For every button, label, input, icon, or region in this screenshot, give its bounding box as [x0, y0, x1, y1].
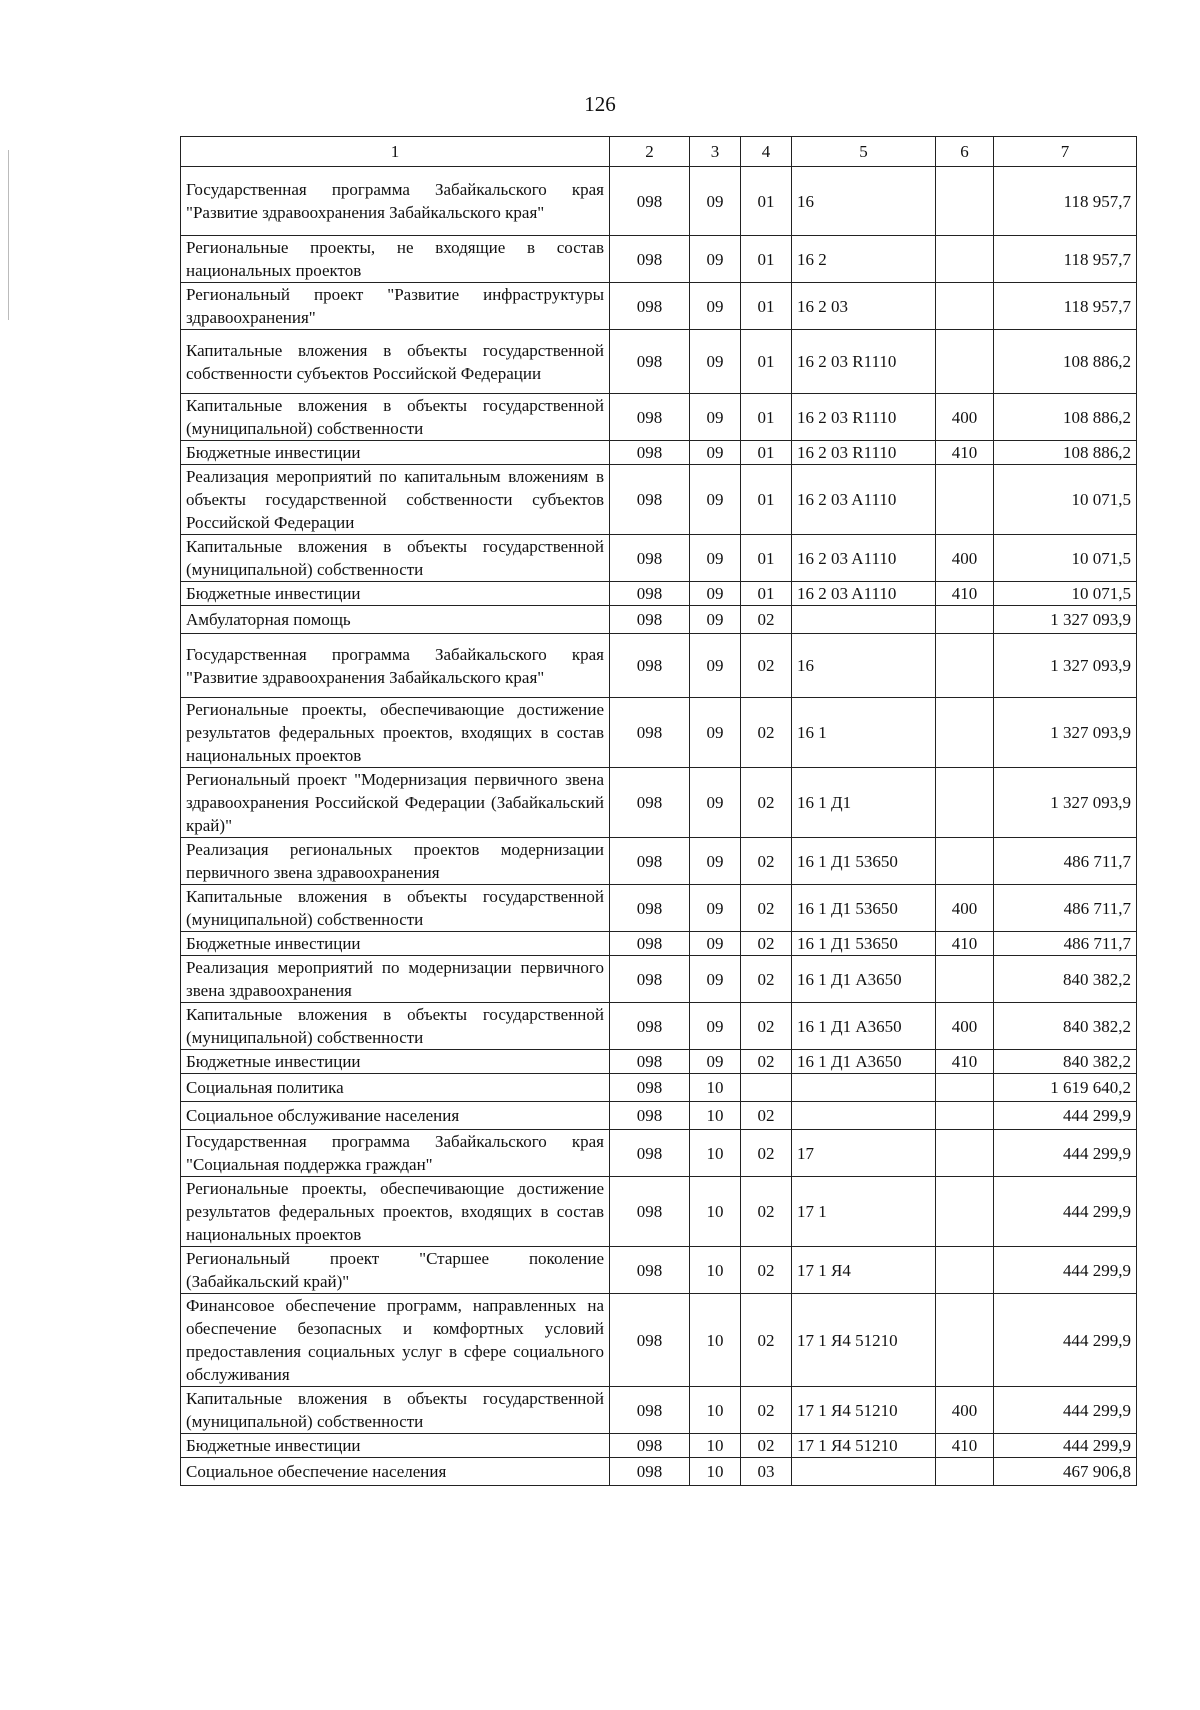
row-amount: 840 382,2: [994, 956, 1137, 1003]
row-name: Государственная программа Забайкальского края "Развитие здравоохранения Забайкальского края": [181, 167, 610, 236]
row-amount: 1 619 640,2: [994, 1074, 1137, 1102]
row-name: Региональный проект "Старшее поколение (Забайкальский край)": [181, 1247, 610, 1294]
header-cell-3: 3: [690, 137, 741, 167]
table-row: [181, 932, 1137, 956]
table-row: [181, 1177, 1137, 1247]
row-expense-type: [936, 1294, 994, 1387]
row-target-code: 17 1 Я4: [792, 1247, 936, 1294]
table-row: [181, 394, 1137, 441]
row-amount: 444 299,9: [994, 1177, 1137, 1247]
row-section: 09: [690, 330, 741, 394]
table-row: [181, 1434, 1137, 1458]
row-expense-type: [936, 606, 994, 634]
row-expense-type: [936, 465, 994, 535]
row-amount: 467 906,8: [994, 1458, 1137, 1486]
row-amount: 108 886,2: [994, 394, 1137, 441]
row-admin-code: 098: [610, 838, 690, 885]
row-section: 10: [690, 1177, 741, 1247]
row-admin-code: 098: [610, 394, 690, 441]
row-expense-type: [936, 698, 994, 768]
row-subsection: 02: [741, 932, 792, 956]
row-target-code: 16 2: [792, 236, 936, 283]
row-expense-type: 400: [936, 394, 994, 441]
row-name: Государственная программа Забайкальского края "Развитие здравоохранения Забайкальского края": [181, 634, 610, 698]
row-name: Капитальные вложения в объекты государственной (муниципальной) собственности: [181, 394, 610, 441]
row-target-code: 16: [792, 167, 936, 236]
row-admin-code: 098: [610, 1247, 690, 1294]
row-name: Амбулаторная помощь: [181, 606, 610, 634]
row-subsection: 02: [741, 1003, 792, 1050]
row-name: Государственная программа Забайкальского края "Социальная поддержка граждан": [181, 1130, 610, 1177]
row-target-code: 16 1: [792, 698, 936, 768]
row-amount: 108 886,2: [994, 441, 1137, 465]
row-name: Бюджетные инвестиции: [181, 1050, 610, 1074]
row-admin-code: 098: [610, 1102, 690, 1130]
row-amount: 444 299,9: [994, 1387, 1137, 1434]
row-section: 10: [690, 1458, 741, 1486]
row-admin-code: 098: [610, 885, 690, 932]
row-name: Региональный проект "Развитие инфраструктуры здравоохранения": [181, 283, 610, 330]
table-row: [181, 885, 1137, 932]
row-section: 09: [690, 441, 741, 465]
row-section: 09: [690, 582, 741, 606]
row-expense-type: [936, 167, 994, 236]
table-row: [181, 582, 1137, 606]
row-section: 09: [690, 394, 741, 441]
row-expense-type: 410: [936, 582, 994, 606]
row-section: 09: [690, 283, 741, 330]
row-admin-code: 098: [610, 1003, 690, 1050]
row-name: Капитальные вложения в объекты государственной (муниципальной) собственности: [181, 885, 610, 932]
row-name: Региональный проект "Модернизация первичного звена здравоохранения Российской Федерации (Забайкальский край)": [181, 768, 610, 838]
row-admin-code: 098: [610, 582, 690, 606]
row-target-code: [792, 1458, 936, 1486]
row-admin-code: 098: [610, 1387, 690, 1434]
table-row: [181, 606, 1137, 634]
row-target-code: 16 1 Д1 53650: [792, 932, 936, 956]
row-expense-type: 400: [936, 535, 994, 582]
row-name: Бюджетные инвестиции: [181, 441, 610, 465]
row-amount: 1 327 093,9: [994, 606, 1137, 634]
row-subsection: 01: [741, 582, 792, 606]
row-amount: 1 327 093,9: [994, 698, 1137, 768]
row-subsection: 01: [741, 236, 792, 283]
row-name: Бюджетные инвестиции: [181, 1434, 610, 1458]
row-amount: 118 957,7: [994, 283, 1137, 330]
row-target-code: 16 2 03 R1110: [792, 330, 936, 394]
row-admin-code: 098: [610, 698, 690, 768]
row-name: Бюджетные инвестиции: [181, 582, 610, 606]
row-subsection: 01: [741, 535, 792, 582]
table-row: [181, 1050, 1137, 1074]
row-name: Бюджетные инвестиции: [181, 932, 610, 956]
row-target-code: 16 1 Д1 A3650: [792, 956, 936, 1003]
row-section: 09: [690, 932, 741, 956]
row-subsection: 02: [741, 1434, 792, 1458]
row-expense-type: [936, 330, 994, 394]
row-section: 09: [690, 1003, 741, 1050]
row-expense-type: [936, 838, 994, 885]
row-amount: 444 299,9: [994, 1294, 1137, 1387]
row-target-code: [792, 606, 936, 634]
row-subsection: 01: [741, 167, 792, 236]
page-number: 126: [584, 92, 616, 116]
table-row: [181, 167, 1137, 236]
row-target-code: 16 1 Д1 A3650: [792, 1003, 936, 1050]
row-admin-code: 098: [610, 956, 690, 1003]
row-target-code: 16: [792, 634, 936, 698]
table-row: [181, 698, 1137, 768]
row-section: 09: [690, 956, 741, 1003]
row-expense-type: [936, 1102, 994, 1130]
row-amount: 444 299,9: [994, 1102, 1137, 1130]
row-admin-code: 098: [610, 535, 690, 582]
row-admin-code: 098: [610, 330, 690, 394]
row-target-code: 17 1: [792, 1177, 936, 1247]
row-name: Региональные проекты, обеспечивающие достижение результатов федеральных проектов, входящих в состав национальных проектов: [181, 698, 610, 768]
table-row: [181, 1387, 1137, 1434]
row-expense-type: 400: [936, 1387, 994, 1434]
scan-margin-line: [8, 150, 9, 320]
table-row: [181, 956, 1137, 1003]
row-subsection: 02: [741, 698, 792, 768]
row-section: 10: [690, 1434, 741, 1458]
row-subsection: 01: [741, 330, 792, 394]
row-section: 09: [690, 698, 741, 768]
table-row: [181, 441, 1137, 465]
row-name: Капитальные вложения в объекты государственной (муниципальной) собственности: [181, 535, 610, 582]
row-expense-type: 410: [936, 932, 994, 956]
row-section: 10: [690, 1102, 741, 1130]
table-row: [181, 465, 1137, 535]
row-target-code: 16 2 03 R1110: [792, 441, 936, 465]
row-section: 09: [690, 465, 741, 535]
row-subsection: [741, 1074, 792, 1102]
row-target-code: 16 1 Д1 A3650: [792, 1050, 936, 1074]
row-amount: 444 299,9: [994, 1434, 1137, 1458]
table-row: [181, 634, 1137, 698]
row-section: 09: [690, 885, 741, 932]
row-subsection: 02: [741, 838, 792, 885]
row-admin-code: 098: [610, 768, 690, 838]
row-target-code: 16 2 03: [792, 283, 936, 330]
row-amount: 10 071,5: [994, 582, 1137, 606]
row-target-code: 16 2 03 A1110: [792, 465, 936, 535]
row-subsection: 02: [741, 1294, 792, 1387]
header-cell-1: 1: [181, 137, 610, 167]
row-subsection: 02: [741, 634, 792, 698]
row-subsection: 01: [741, 283, 792, 330]
header-cell-5: 5: [792, 137, 936, 167]
row-subsection: 02: [741, 606, 792, 634]
row-section: 10: [690, 1294, 741, 1387]
row-target-code: 16 1 Д1 53650: [792, 885, 936, 932]
row-expense-type: 410: [936, 441, 994, 465]
row-target-code: 16 1 Д1: [792, 768, 936, 838]
row-expense-type: [936, 634, 994, 698]
row-expense-type: 410: [936, 1434, 994, 1458]
row-name: Капитальные вложения в объекты государственной (муниципальной) собственности: [181, 1387, 610, 1434]
row-subsection: 02: [741, 1387, 792, 1434]
row-target-code: 17 1 Я4 51210: [792, 1434, 936, 1458]
row-target-code: 17: [792, 1130, 936, 1177]
row-expense-type: [936, 1130, 994, 1177]
row-admin-code: 098: [610, 1458, 690, 1486]
row-target-code: [792, 1102, 936, 1130]
row-amount: 444 299,9: [994, 1130, 1137, 1177]
row-admin-code: 098: [610, 465, 690, 535]
row-subsection: 02: [741, 956, 792, 1003]
row-section: 09: [690, 535, 741, 582]
row-admin-code: 098: [610, 1434, 690, 1458]
row-amount: 108 886,2: [994, 330, 1137, 394]
row-name: Социальная политика: [181, 1074, 610, 1102]
row-subsection: 02: [741, 885, 792, 932]
row-target-code: [792, 1074, 936, 1102]
row-section: 09: [690, 1050, 741, 1074]
row-subsection: 01: [741, 465, 792, 535]
row-admin-code: 098: [610, 1050, 690, 1074]
table-row: [181, 330, 1137, 394]
row-admin-code: 098: [610, 167, 690, 236]
table-row: [181, 1102, 1137, 1130]
row-admin-code: 098: [610, 236, 690, 283]
row-name: Реализация мероприятий по модернизации первичного звена здравоохранения: [181, 956, 610, 1003]
row-expense-type: 400: [936, 885, 994, 932]
row-target-code: 16 1 Д1 53650: [792, 838, 936, 885]
row-name: Финансовое обеспечение программ, направленных на обеспечение безопасных и комфортных условий предоставления социальных услуг в сфере социального обслуживания: [181, 1294, 610, 1387]
header-cell-6: 6: [936, 137, 994, 167]
table-header-row: [181, 137, 1137, 167]
row-expense-type: [936, 956, 994, 1003]
row-target-code: 16 2 03 A1110: [792, 535, 936, 582]
table-row: [181, 236, 1137, 283]
row-target-code: 17 1 Я4 51210: [792, 1294, 936, 1387]
table-row: [181, 1247, 1137, 1294]
header-cell-7: 7: [994, 137, 1137, 167]
table-row: [181, 838, 1137, 885]
row-amount: 444 299,9: [994, 1247, 1137, 1294]
row-target-code: 17 1 Я4 51210: [792, 1387, 936, 1434]
row-admin-code: 098: [610, 606, 690, 634]
row-admin-code: 098: [610, 1074, 690, 1102]
row-name: Социальное обеспечение населения: [181, 1458, 610, 1486]
row-expense-type: [936, 1074, 994, 1102]
row-expense-type: [936, 768, 994, 838]
row-expense-type: [936, 1247, 994, 1294]
table-row: [181, 283, 1137, 330]
row-subsection: 02: [741, 1102, 792, 1130]
row-amount: 486 711,7: [994, 838, 1137, 885]
row-name: Реализация мероприятий по капитальным вложениям в объекты государственной собственности субъектов Российской Федерации: [181, 465, 610, 535]
table-row: [181, 535, 1137, 582]
row-section: 10: [690, 1074, 741, 1102]
row-amount: 118 957,7: [994, 167, 1137, 236]
row-subsection: 02: [741, 768, 792, 838]
row-subsection: 02: [741, 1247, 792, 1294]
header-cell-2: 2: [610, 137, 690, 167]
row-amount: 1 327 093,9: [994, 768, 1137, 838]
row-admin-code: 098: [610, 634, 690, 698]
row-subsection: 03: [741, 1458, 792, 1486]
row-name: Региональные проекты, обеспечивающие достижение результатов федеральных проектов, входящих в состав национальных проектов: [181, 1177, 610, 1247]
budget-table: [180, 136, 1137, 1486]
row-expense-type: [936, 1458, 994, 1486]
table-row: [181, 1074, 1137, 1102]
row-admin-code: 098: [610, 1177, 690, 1247]
row-expense-type: 410: [936, 1050, 994, 1074]
table-row: [181, 768, 1137, 838]
table-row: [181, 1458, 1137, 1486]
row-section: 09: [690, 634, 741, 698]
table-row: [181, 1003, 1137, 1050]
row-amount: 840 382,2: [994, 1050, 1137, 1074]
table-row: [181, 1130, 1137, 1177]
table-row: [181, 1294, 1137, 1387]
row-expense-type: [936, 283, 994, 330]
row-name: Капитальные вложения в объекты государственной собственности субъектов Российской Федерации: [181, 330, 610, 394]
row-subsection: 01: [741, 441, 792, 465]
row-section: 09: [690, 838, 741, 885]
row-section: 10: [690, 1130, 741, 1177]
row-section: 09: [690, 768, 741, 838]
row-name: Реализация региональных проектов модернизации первичного звена здравоохранения: [181, 838, 610, 885]
row-expense-type: [936, 1177, 994, 1247]
row-section: 09: [690, 236, 741, 283]
row-target-code: 16 2 03 R1110: [792, 394, 936, 441]
row-admin-code: 098: [610, 441, 690, 465]
row-target-code: 16 2 03 A1110: [792, 582, 936, 606]
row-name: Социальное обслуживание населения: [181, 1102, 610, 1130]
row-section: 09: [690, 167, 741, 236]
row-amount: 10 071,5: [994, 465, 1137, 535]
row-subsection: 01: [741, 394, 792, 441]
row-section: 10: [690, 1387, 741, 1434]
row-amount: 486 711,7: [994, 885, 1137, 932]
row-admin-code: 098: [610, 932, 690, 956]
row-amount: 1 327 093,9: [994, 634, 1137, 698]
row-name: Региональные проекты, не входящие в состав национальных проектов: [181, 236, 610, 283]
row-subsection: 02: [741, 1177, 792, 1247]
row-amount: 118 957,7: [994, 236, 1137, 283]
row-section: 09: [690, 606, 741, 634]
row-section: 10: [690, 1247, 741, 1294]
row-admin-code: 098: [610, 283, 690, 330]
row-amount: 840 382,2: [994, 1003, 1137, 1050]
row-admin-code: 098: [610, 1130, 690, 1177]
header-cell-4: 4: [741, 137, 792, 167]
row-name: Капитальные вложения в объекты государственной (муниципальной) собственности: [181, 1003, 610, 1050]
row-amount: 486 711,7: [994, 932, 1137, 956]
row-subsection: 02: [741, 1050, 792, 1074]
row-admin-code: 098: [610, 1294, 690, 1387]
row-subsection: 02: [741, 1130, 792, 1177]
row-amount: 10 071,5: [994, 535, 1137, 582]
row-expense-type: [936, 236, 994, 283]
row-expense-type: 400: [936, 1003, 994, 1050]
